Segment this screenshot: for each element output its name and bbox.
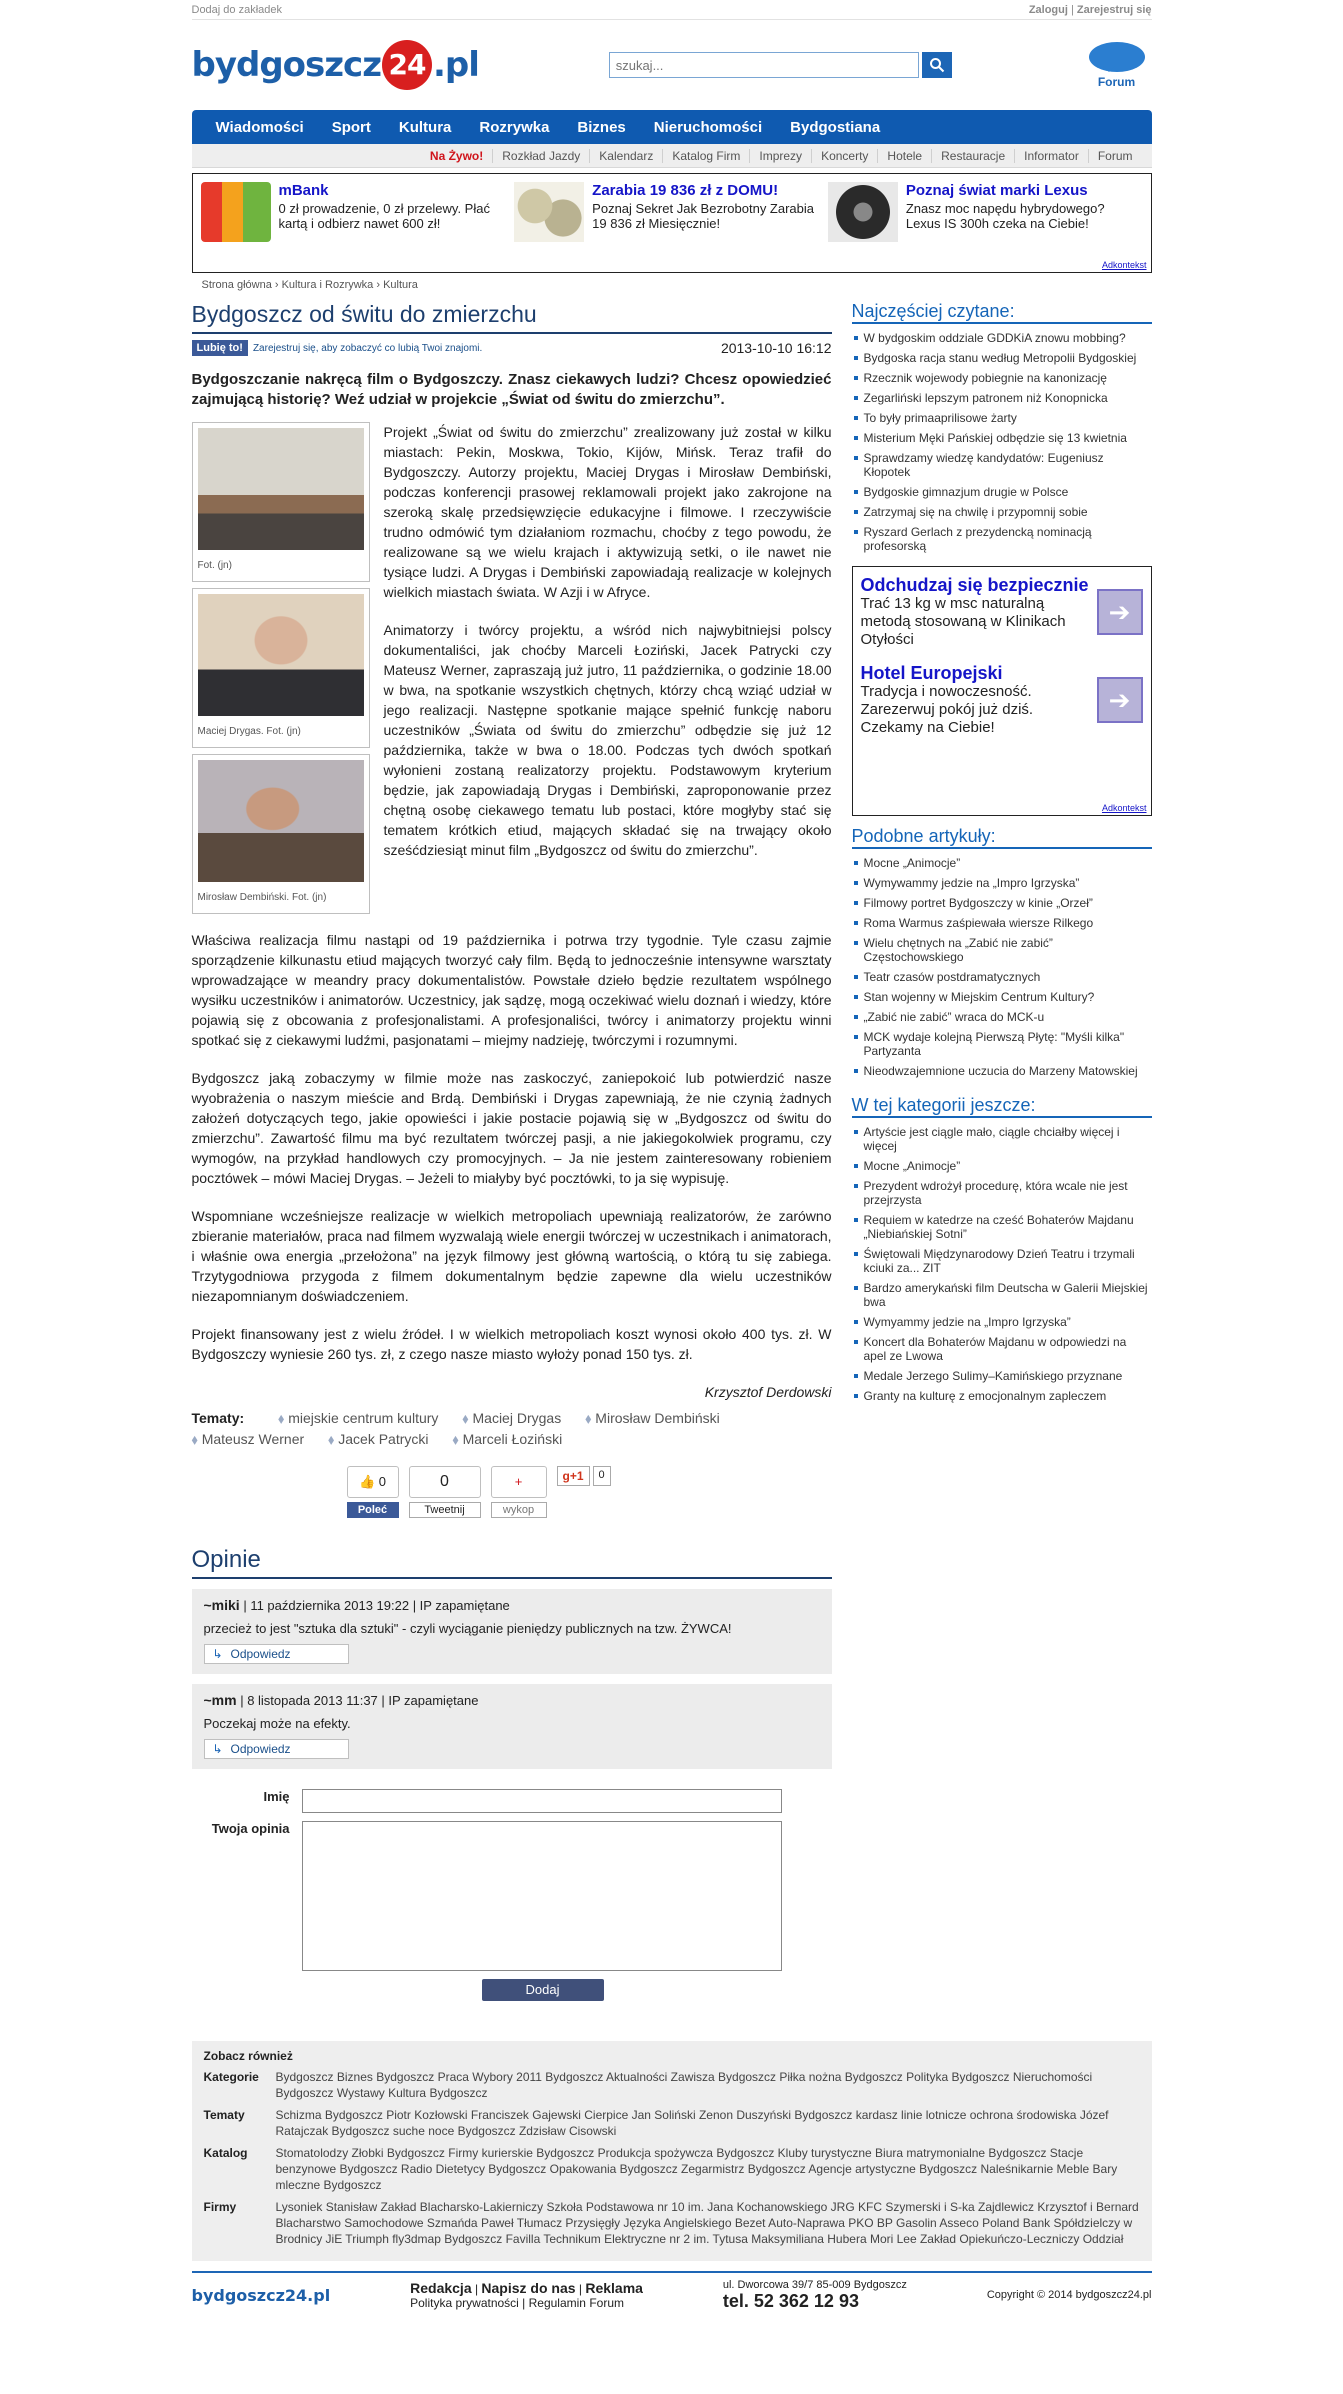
search-icon — [929, 57, 945, 73]
popular-list — [852, 328, 1152, 556]
photo[interactable] — [192, 754, 370, 914]
photo-caption: Fot. (jn) — [197, 560, 232, 571]
comment-header — [204, 1597, 820, 1613]
nav-item-sport[interactable]: Sport — [331, 118, 371, 136]
account-links: Zaloguj | Zarejestruj się — [1028, 3, 1152, 16]
sub-nav — [192, 144, 1152, 168]
ad-desc: Znasz moc napędu hybrydowego? Lexus IS 300h czeka na Ciebie! — [905, 201, 1105, 231]
ad-title: Poznaj świat marki Lexus — [905, 182, 1088, 199]
see-also-title: Zobacz również — [203, 2049, 293, 2063]
article-body — [192, 422, 832, 1402]
tag-link[interactable]: ⬧ Marceli Łoziński — [452, 1431, 562, 1447]
subnav-item-events[interactable]: Imprezy — [749, 149, 811, 163]
like-counter[interactable]: 👍 0 — [347, 1466, 399, 1498]
page — [192, 0, 1152, 2317]
name-input[interactable] — [302, 1789, 782, 1813]
arrow-right-icon[interactable]: ➔ — [1097, 677, 1143, 723]
tag-link[interactable]: ⬧ Mateusz Werner — [192, 1431, 305, 1447]
see-also-key: Tematy — [203, 2108, 245, 2122]
category-title: W tej kategorii jeszcze: — [852, 1095, 1152, 1118]
ad-desc: Tradycja i nowoczesność. Zarezerwuj pokój już dziś. Czekamy na Ciebie! — [860, 683, 1034, 736]
ad-desc: Poznaj Sekret Jak Bezrobotny Zarabia 19 836 zł Miesięcznie! — [592, 201, 815, 231]
ad-item[interactable] — [201, 182, 515, 272]
fb-share-label: Poleć — [357, 1504, 388, 1516]
login-link[interactable]: Zaloguj — [1028, 3, 1068, 16]
fb-share-button[interactable] — [347, 1502, 399, 1518]
list-item[interactable]: Ryszard Gerlach z prezydencką nominacją profesorską — [852, 522, 1152, 556]
see-also-links[interactable]: Bydgoszcz Biznes Bydgoszcz Praca Wybory 2011 Bydgoszcz Aktualności Zawisza Bydgoszcz Piłka nożna Bydgoszcz Polityka Bydgoszcz Nieruchomości Bydgoszcz Wystawy Kultura Bydgoszcz — [275, 2070, 1093, 2100]
main-column — [192, 301, 832, 2001]
search-form — [609, 52, 952, 78]
list-item[interactable]: Rzecznik wojewody pobiegnie na kanonizację — [852, 368, 1152, 388]
subnav-item-concerts[interactable]: Koncerty — [811, 149, 877, 163]
see-also-links[interactable]: Stomatolodzy Złobki Bydgoszcz Firmy kurierskie Bydgoszcz Produkcja spożywcza Bydgoszcz Kluby turystyczne Biura matrymonialne Bydgoszcz Stacje benzynowe Bydgoszcz Radio Dietetycy Bydgoszcz Opakowania Bydgoszcz Zegarmistrz Bydgoszcz Agencje artystyczne Bydgoszcz Naleśnikarnie Meble Bary mleczne Bydgoszcz — [275, 2146, 1118, 2192]
nav-item-rozrywka[interactable]: Rozrywka — [479, 118, 550, 136]
similar-title: Podobne artykuły: — [852, 826, 1152, 849]
list-item[interactable]: Roma Warmus zaśpiewała wiersze Rilkego — [852, 913, 1152, 933]
list-item[interactable]: Wielu chętnych na „Zabić nie zabić” Częstochowskiego — [852, 933, 1152, 967]
wykop-counter[interactable] — [491, 1466, 547, 1498]
wykop-button[interactable] — [491, 1502, 547, 1518]
gplus-label: g+1 — [562, 1469, 584, 1483]
ad-title: Zarabia 19 836 zł z DOMU! — [592, 182, 779, 199]
subnav-item-informator[interactable]: Informator — [1014, 149, 1088, 163]
nav-item-wiadomosci[interactable]: Wiadomości — [215, 118, 304, 136]
article-date: 2013-10-10 16:12 — [720, 340, 832, 356]
forum-link[interactable] — [1082, 42, 1152, 89]
see-also-row — [204, 2069, 1140, 2101]
list-item[interactable]: Nieodwzajemnione uczucia do Marzeny Matowskiej — [852, 1061, 1152, 1081]
list-item[interactable]: Mocne „Animocje” — [852, 1156, 1152, 1176]
similar-list — [852, 853, 1152, 1081]
nav-item-bydgostiana[interactable]: Bydgostiana — [790, 118, 881, 136]
list-item[interactable]: „Zabić nie zabić” wraca do MCK-u — [852, 1007, 1152, 1027]
fb-like-text: Zarejestruj się, aby zobaczyć co lubią Twoi znajomi. — [252, 342, 483, 354]
footer-link-privacy[interactable]: Polityka prywatności | Regulamin Forum — [410, 2296, 624, 2310]
list-item[interactable]: Requiem w katedrze na cześć Bohaterów Majdanu „Niebiańskiej Sotni” — [852, 1210, 1152, 1244]
subnav-item-calendar[interactable]: Kalendarz — [589, 149, 662, 163]
footer — [192, 2271, 1152, 2317]
ad-banner — [192, 173, 1152, 273]
wykop-plus: + — [514, 1474, 523, 1489]
tag-link[interactable]: ⬧ Jacek Patrycki — [328, 1431, 428, 1447]
gplus-group — [557, 1466, 611, 1486]
comment-text: przecież to jest "sztuka dla sztuki" - czyli wyciąganie pieniędzy publicznych na tzw. ŻYWCA! — [203, 1621, 732, 1636]
tweet-button[interactable] — [409, 1502, 481, 1518]
see-also-row — [204, 2145, 1140, 2193]
fb-like-button[interactable]: Lubię to! — [192, 340, 248, 356]
reply-button[interactable]: ↳ Odpowiedz — [204, 1739, 349, 1759]
comment-text: Poczekaj może na efekty. — [203, 1716, 351, 1731]
logo-number: 24 — [382, 40, 432, 90]
see-also-key: Katalog — [203, 2146, 248, 2160]
logo-text: bydgoszcz — [191, 45, 382, 85]
see-also-row — [204, 2199, 1140, 2247]
footer-logo[interactable]: bydgoszcz24.pl — [191, 2285, 331, 2305]
top-bar — [192, 0, 1152, 20]
list-item[interactable]: W bydgoskim oddziale GDDKiA znowu mobbing? — [852, 328, 1152, 348]
opinion-row — [192, 1821, 832, 1971]
list-item[interactable]: Teatr czasów postdramatycznych — [852, 967, 1152, 987]
search-button[interactable] — [922, 52, 952, 78]
footer-link-redakcja[interactable]: Redakcja — [410, 2280, 472, 2296]
name-row — [192, 1789, 832, 1813]
bookmark-link[interactable]: Dodaj do zakładek — [191, 3, 283, 16]
tag-link[interactable]: ⬧ Mirosław Dembiński — [585, 1410, 720, 1426]
article-paragraph: Projekt finansowany jest z wielu źródeł. I w wielkich metropoliach koszt wynosi około 400 tys. zł. W Bydgoszczy wyniesie 260 tys. zł, z czego nasze miasto wyłoży ponad 150 tys. zł. — [191, 1326, 832, 1362]
reply-button[interactable]: ↳ Odpowiedz — [204, 1644, 349, 1664]
comment-form — [192, 1789, 832, 2001]
car-wheel-image — [828, 182, 898, 242]
footer-address: ul. Dworcowa 39/7 85-009 Bydgoszcz — [722, 2278, 907, 2291]
article-title: Bydgoszcz od świtu do zmierzchu — [192, 301, 832, 334]
ad-desc: Trać 13 kg w msc naturalną metodą stosowaną w Klinikach Otyłości — [860, 595, 1066, 648]
fb-like-widget — [192, 340, 483, 356]
footer-phone: tel. 52 362 12 93 — [722, 2290, 859, 2311]
category-list — [852, 1122, 1152, 1406]
comment-author: ~mm — [203, 1692, 237, 1708]
comment-author: ~miki — [203, 1597, 240, 1613]
footer-contact — [723, 2279, 907, 2312]
ad-item[interactable] — [861, 663, 1143, 737]
ad-title: Odchudzaj się bezpiecznie — [860, 575, 1089, 595]
tweet-group — [409, 1466, 481, 1518]
ad-title: mBank — [278, 182, 329, 199]
see-also-links[interactable]: Lysoniek Stanisław Zakład Blacharsko-Lakierniczy Szkoła Podstawowa nr 10 im. Jana Kochanowskiego JRG KFC Szymerski i S-ka Zajdlewicz Krzysztof i Bernard Blacharstwo Samochodowe Szmańda Paweł Tłumacz Przysięgły Języka Angielskiego Bezet Auto-Naprawa PKO BP Gasolin Asseco Poland Bank Spółdzielczy w Brodnicy JiE Triumph fly3dmap Bydgoszcz Favilla Technikum Elektryczne nr 2 im. Tytusa Maksymiliana Hubera Mori Lee Zakład Opiekuńczo-Leczniczy Oddział — [275, 2200, 1139, 2246]
nav-item-kultura[interactable]: Kultura — [398, 118, 452, 136]
footer-copyright: Copyright © 2014 bydgoszcz24.pl — [986, 2289, 1152, 2301]
article-lead: Bydgoszczanie nakręcą film o Bydgoszczy. Znasz ciekawych ludzi? Chcesz opowiedzieć zajmującą historię? Weź udział w projekcie „Świat od świtu do zmierzchu”. — [191, 371, 832, 408]
tag-list — [192, 1408, 832, 1450]
forum-label: Forum — [1097, 74, 1136, 89]
ad-title: Hotel Europejski — [860, 663, 1003, 683]
site-logo[interactable] — [192, 40, 479, 90]
submit-button[interactable]: Dodaj — [482, 1979, 604, 2001]
press-conference-photo — [198, 428, 364, 550]
opinion-textarea[interactable] — [302, 1821, 782, 1971]
list-item[interactable]: Prezydent wdrożył procedurę, która wcale nie jest przejrzysta — [852, 1176, 1152, 1210]
list-item[interactable]: MCK wydaje kolejną Pierwszą Płytę: "Myśli kilka" Partyzanta — [852, 1027, 1152, 1061]
header — [192, 20, 1152, 110]
portrait-photo — [198, 594, 364, 716]
list-item[interactable]: Filmowy portret Bydgoszczy w kinie „Orzeł” — [852, 893, 1152, 913]
comment-header — [204, 1692, 820, 1708]
gplus-button[interactable] — [557, 1466, 590, 1486]
article-paragraph: Bydgoszcz jaką zobaczymy w filmie może nas zaskoczyć, zaniepokoić lub potwierdzić nasze wyobrażenia o naszym mieście and Brdą. Dembiński i Drygas zapewniają, że nie czynią żadnych założeń dotyczących tego, jakie opowieści i jakie postacie pojawią się w „Bydgoszcz od świtu do zmierzchu”. Zawartość filmu ma być rezultatem twórczej pasji, a nie jakiegokolwiek programu, czy wymogów, na przykład handlowych czy promocyjnych. – Ja nie jestem zainteresowany robieniem pocztówek – mówi Maciej Drygas. – Jeżeli to miałyby być pocztówki, to ja się wypisuję. — [191, 1070, 832, 1186]
photo[interactable] — [192, 422, 370, 582]
list-item[interactable]: Stan wojenny w Miejskim Centrum Kultury? — [852, 987, 1152, 1007]
list-item[interactable]: Granty na kulturę z emocjonalnym zapleczem — [852, 1386, 1152, 1406]
adkontekst-link[interactable]: Adkontekst — [1101, 260, 1147, 270]
comment-meta: | 8 listopada 2013 11:37 | IP zapamiętane — [240, 1693, 479, 1708]
ad-item[interactable] — [861, 575, 1143, 649]
list-item[interactable]: Sprawdzamy wiedzę kandydatów: Eugeniusz Kłopotek — [852, 448, 1152, 482]
list-item[interactable]: Artyście jest ciągle mało, ciągle chciałby więcej i więcej — [852, 1122, 1152, 1156]
see-also-links[interactable]: Schizma Bydgoszcz Piotr Kozłowski Franciszek Gajewski Cierpice Jan Soliński Zenon Duszyński Bydgoszcz kardasz linie lotnicze ochrona środowiska Józef Ratajczak Bydgoszcz suche noce Bydgoszcz Zdzisław Cisowski — [275, 2108, 1109, 2138]
wykop-group — [491, 1466, 547, 1518]
footer-link-contact[interactable]: Napisz do nas — [481, 2280, 576, 2296]
list-item[interactable]: Wymywammy jedzie na „Impro Igrzyska” — [852, 873, 1152, 893]
sidebar — [852, 301, 1152, 2001]
see-also-row — [204, 2107, 1140, 2139]
list-item[interactable]: Bydgoska racja stanu według Metropolii Bydgoskiej — [852, 348, 1152, 368]
footer-links: Redakcja | Napisz do nas | Reklama Polityka prywatności | Regulamin Forum — [410, 2280, 643, 2310]
tag-link[interactable]: ⬧ Maciej Drygas — [462, 1410, 561, 1426]
nav-item-biznes[interactable]: Biznes — [577, 118, 626, 136]
social-buttons — [347, 1466, 832, 1526]
photo-column — [192, 422, 370, 920]
tweet-label: Tweetnij — [424, 1504, 465, 1516]
subnav-item-forum[interactable]: Forum — [1088, 149, 1142, 163]
fb-share-group — [347, 1466, 399, 1518]
article-meta — [192, 340, 832, 356]
register-link[interactable]: Zarejestruj się — [1076, 3, 1152, 16]
ad-desc: 0 zł prowadzenie, 0 zł przelewy. Płać kartą i odbierz nawet 600 zł! — [278, 201, 490, 231]
sidebar-ad — [852, 566, 1152, 816]
gplus-count-value: 0 — [598, 1469, 605, 1481]
list-item[interactable]: Zatrzymaj się na chwilę i przypomnij sobie — [852, 502, 1152, 522]
name-label: Imię — [263, 1789, 290, 1804]
subnav-item-hotels[interactable]: Hotele — [877, 149, 931, 163]
content-columns — [192, 301, 1152, 2001]
like-count: 0 — [378, 1474, 387, 1489]
nav-item-nieruchomosci[interactable]: Nieruchomości — [653, 118, 763, 136]
wykop-label: wykop — [502, 1504, 535, 1516]
tag-link[interactable]: ⬧ miejskie centrum kultury — [278, 1410, 438, 1426]
breadcrumb[interactable]: Strona główna › Kultura i Rozrywka › Kultura — [201, 279, 418, 291]
article-author: Krzysztof Derdowski — [704, 1384, 832, 1400]
see-also-key: Kategorie — [203, 2070, 259, 2084]
list-item[interactable]: To były primaaprilisowe żarty — [852, 408, 1152, 428]
article-paragraph: Właściwa realizacja filmu nastąpi od 19 października i potrwa trzy tygodnie. Tyle czasu zajmie sporządzenie kilkunastu etiud mających tworzyć cały film. Będą to jednocześnie intensywne warsztaty wprowadzające w meandry pracy dokumentalistów. Powstałe dzieło będzie rezultatem wspólnego wysiłku uczestników i animatorów. Uczestnicy, jak sądzę, mogą oczekiwać wielu doznań i wiedzy, które pojawią się z obcowania z profesjonalistami. A profesjonaliści, twórcy i animatorzy projektu winni spotkać się z ciekawymi ludźmi, pasjonatami – miejmy nadzieję, twórczymi i rozumnymi. — [191, 932, 832, 1048]
subnav-item-firms[interactable]: Katalog Firm — [662, 149, 749, 163]
subnav-item-live[interactable]: Na Żywo! — [429, 148, 484, 163]
list-item[interactable]: Bydgoskie gimnazjum drugie w Polsce — [852, 482, 1152, 502]
list-item[interactable]: Wymyammy jedzie na „Impro Igrzyska” — [852, 1312, 1152, 1332]
list-item[interactable]: Mocne „Animocje” — [852, 853, 1152, 873]
photo-caption: Maciej Drygas. Fot. (jn) — [197, 726, 301, 737]
ad-item[interactable] — [514, 182, 828, 272]
tweet-counter — [409, 1466, 481, 1498]
subnav-item-restaurants[interactable]: Restauracje — [931, 149, 1014, 163]
photo[interactable] — [192, 588, 370, 748]
coins-image — [514, 182, 584, 242]
ad-item[interactable] — [828, 182, 1142, 272]
article-paragraph: Wspomniane wcześniejsze realizacje w wielkich metropoliach upewniają realizatorów, że zarówno zbieranie materiałów, praca nad filmem wyzwalają wiele energii twórczej w uczestnikach i animatorach, i właśnie owa energia „przełożona” na język filmowy jest główną wartością, o którą tu się zabiega. Trzytygodniowa przygoda z filmem dokumentalnym będzie zapewne dla wielu uczestników niezapomnianym doświadczeniem. — [191, 1208, 832, 1304]
comment — [192, 1684, 832, 1769]
gplus-count — [593, 1466, 611, 1486]
see-also-box — [192, 2041, 1152, 2261]
list-item[interactable]: Świętowali Międzynarodowy Dzień Teatru i trzymali kciuki za... ZIT — [852, 1244, 1152, 1278]
list-item[interactable]: Misterium Męki Pańskiej odbędzie się 13 kwietnia — [852, 428, 1152, 448]
footer-link-reklama[interactable]: Reklama — [585, 2280, 643, 2296]
subnav-item-timetable[interactable]: Rozkład Jazdy — [492, 149, 589, 163]
comment — [192, 1589, 832, 1674]
opinion-label: Twoja opinia — [211, 1821, 290, 1836]
photo-caption: Mirosław Dembiński. Fot. (jn) — [197, 892, 327, 903]
logo-domain: .pl — [433, 45, 479, 85]
popular-title: Najczęściej czytane: — [852, 301, 1152, 324]
main-nav — [192, 110, 1152, 144]
list-item[interactable]: Zegarliński lepszym patronem niż Konopnicka — [852, 388, 1152, 408]
opinions-title: Opinie — [192, 1546, 832, 1579]
adkontekst-link[interactable]: Adkontekst — [1101, 803, 1147, 813]
search-input[interactable] — [609, 52, 919, 78]
tweet-count: 0 — [440, 1473, 449, 1490]
article-paragraph: Animatorzy i twórcy projektu, a wśród nich najwybitniejsi polscy dokumentaliści, jak choćby Marceli Łoziński, Jacek Patrycki czy Mateusz Werner, zapraszają już jutro, 11 października, o godzinie 18.00 w bwa, na spotkanie wszystkich chętnych, którzy chcą wziąć udział w jego realizacji. Następne spotkanie mające spełnić funkcję naboru uczestników „Świata od świtu do zmierzchu” odbędzie się już 12 października, także w bwa o 18.00. Podczas tych dwóch spotkań wyłonieni zostaną realizatorzy projektu. Podstawowym kryterium będzie, jak zapowiadają Drygas i Dembiński, zaproponowanie przez chętną osobę ciekawego tematu lub postaci, które mogłyby stać się tematem krótkich etiud, mających składać się na trwający około sześćdziesiąt minut film „Bydgoszcz od świtu do zmierzchu”. — [383, 622, 832, 858]
chat-bubble-icon — [1089, 42, 1145, 72]
arrow-right-icon[interactable]: ➔ — [1097, 589, 1143, 635]
tags-label: Tematy: — [191, 1410, 245, 1426]
see-also-key: Firmy — [203, 2200, 237, 2214]
mbank-logo-icon — [201, 182, 271, 242]
list-item[interactable]: Bardzo amerykański film Deutscha w Galerii Miejskiej bwa — [852, 1278, 1152, 1312]
list-item[interactable]: Medale Jerzego Sulimy–Kamińskiego przyznane — [852, 1366, 1152, 1386]
portrait-photo — [198, 760, 364, 882]
article-paragraph: Projekt „Świat od świtu do zmierzchu” zrealizowany już został w kilku miastach: Pekin, Moskwa, Tokio, Kijów, Mińsk. Teraz trafił do Bydgoszczy. Autorzy projektu, Maciej Drygas i Mirosław Dembiński, podczas konferencji prasowej reklamowali projekt jako zakrojone na szeroką skalę przedsięwzięcie edukacyjne i filmowe. I rzeczywiście trudno odmówić tym działaniom rozmachu, choćby z tego powodu, że realizowane są we wielu krajach i aktywizują setki, o ile nawet nie tysiące ludzi. A Drygas i Dembiński zapowiadają realizacje w kolejnych wielkich miastach świata. W Azji i w Afryce. — [383, 424, 832, 600]
comment-meta: | 11 października 2013 19:22 | IP zapamiętane — [243, 1598, 510, 1613]
list-item[interactable]: Koncert dla Bohaterów Majdanu w odpowiedzi na apel ze Lwowa — [852, 1332, 1152, 1366]
